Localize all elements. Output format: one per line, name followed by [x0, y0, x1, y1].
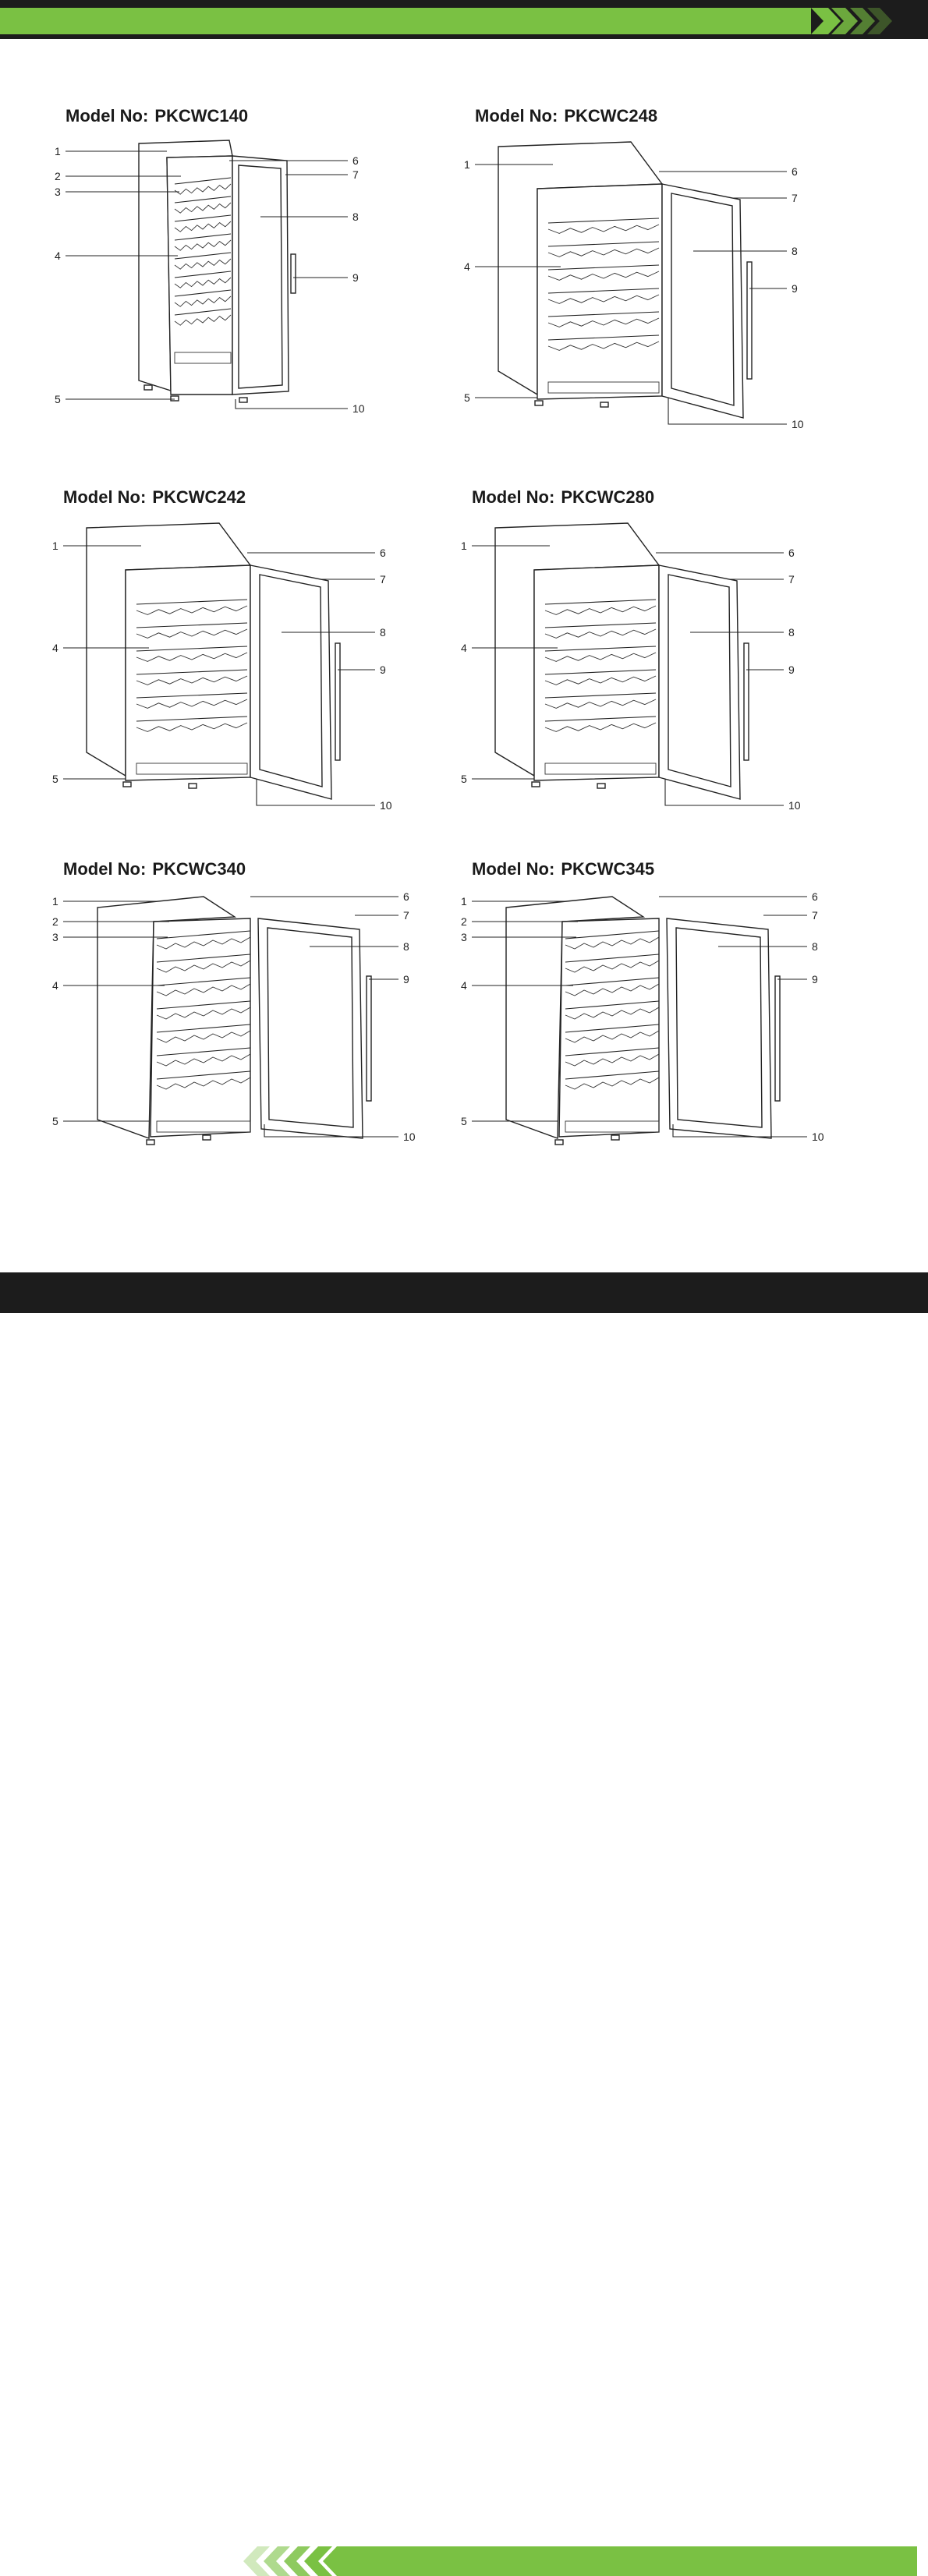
callout-number: 5 [464, 391, 470, 404]
cabinet-foot [203, 1135, 211, 1140]
callout-number: 4 [461, 642, 467, 654]
callout-number: 9 [792, 282, 798, 295]
door-glass [239, 165, 282, 388]
callout-number: 10 [788, 799, 801, 812]
callout-number: 7 [403, 909, 409, 922]
cabinet-interior-frame [537, 184, 662, 399]
footer-band [0, 1272, 928, 1313]
callout-number: 4 [464, 260, 470, 273]
cabinet-foot [123, 782, 131, 787]
callout-leader [236, 399, 348, 409]
panel-pkcwc140 [55, 106, 471, 465]
callout-number: 6 [792, 165, 798, 178]
callout-number: 3 [55, 186, 61, 198]
fridge-diagram [52, 890, 469, 1218]
footer-chevrons-icon [243, 2546, 332, 2576]
callout-number: 2 [55, 170, 61, 182]
green-bar [0, 8, 811, 34]
door-handle [744, 643, 749, 760]
door-glass [671, 193, 734, 405]
model-number: PKCWC345 [561, 859, 655, 879]
cabinet-interior-frame [559, 918, 659, 1137]
door-handle [335, 643, 340, 760]
callout-number: 5 [52, 773, 58, 785]
callout-number: 8 [380, 626, 386, 639]
callout-number: 5 [461, 1115, 467, 1127]
panel-pkcwc345 [461, 859, 877, 1218]
door-handle [367, 976, 371, 1101]
callout-number: 3 [52, 931, 58, 943]
callout-number: 6 [380, 547, 386, 559]
model-label: Model No: [63, 487, 147, 507]
callout-number: 8 [403, 940, 409, 953]
cabinet-foot [189, 784, 197, 788]
callout-number: 9 [788, 663, 795, 676]
panel-pkcwc248 [464, 106, 880, 465]
callout-number: 10 [812, 1131, 824, 1143]
callout-number: 7 [380, 573, 386, 586]
footer-green-stripe [0, 2546, 928, 2576]
panel-pkcwc242 [52, 487, 469, 846]
model-number: PKCWC140 [154, 106, 249, 126]
model-title [472, 487, 654, 508]
door-glass [676, 928, 762, 1127]
callout-number: 4 [52, 642, 58, 654]
callout-number: 10 [352, 402, 365, 415]
cabinet-interior-frame [151, 918, 250, 1137]
callout-number: 7 [812, 909, 818, 922]
callout-number: 8 [352, 211, 359, 223]
callout-number: 1 [461, 895, 467, 908]
model-label: Model No: [66, 106, 149, 126]
callout-number: 9 [812, 973, 818, 985]
callout-number: 10 [380, 799, 392, 812]
cabinet-foot [600, 402, 608, 407]
callout-number: 6 [812, 890, 818, 903]
callout-number: 8 [812, 940, 818, 953]
fridge-diagram [52, 518, 469, 846]
callout-number: 4 [55, 249, 61, 262]
model-title [63, 487, 246, 508]
fridge-diagram [461, 890, 877, 1218]
callout-number: 1 [52, 540, 58, 552]
cabinet-foot [597, 784, 605, 788]
cabinet-interior-frame [126, 565, 250, 780]
callout-number: 1 [55, 145, 61, 157]
door-glass [668, 575, 731, 787]
callout-number: 2 [461, 915, 467, 928]
fridge-diagram [461, 518, 877, 846]
model-title [66, 106, 248, 126]
callout-number: 7 [788, 573, 795, 586]
cabinet-foot [171, 396, 179, 401]
fridge-diagram [55, 137, 471, 465]
header-chevrons-icon [811, 8, 892, 34]
cabinet-foot [535, 401, 543, 405]
cabinet-foot [532, 782, 540, 787]
panel-pkcwc340 [52, 859, 469, 1218]
model-title [475, 106, 657, 126]
callout-number: 5 [55, 393, 61, 405]
model-label: Model No: [472, 859, 555, 879]
callout-number: 6 [788, 547, 795, 559]
door-glass [260, 575, 322, 787]
fridge-diagram [464, 137, 880, 465]
model-title [63, 859, 246, 879]
callout-number: 1 [464, 158, 470, 171]
callout-number: 1 [461, 540, 467, 552]
header-band [0, 0, 928, 39]
model-label: Model No: [475, 106, 558, 126]
door-handle [747, 262, 752, 379]
callout-number: 8 [792, 245, 798, 257]
callout-number: 9 [352, 271, 359, 284]
callout-number: 5 [52, 1115, 58, 1127]
callout-number: 10 [792, 418, 804, 430]
model-label: Model No: [472, 487, 555, 507]
door-handle [291, 254, 296, 293]
callout-number: 9 [380, 663, 386, 676]
callout-number: 7 [792, 192, 798, 204]
model-number: PKCWC248 [564, 106, 658, 126]
model-number: PKCWC280 [561, 487, 655, 507]
cabinet-foot [144, 385, 152, 390]
callout-number: 10 [403, 1131, 416, 1143]
callout-number: 6 [352, 154, 359, 167]
cabinet-foot [239, 398, 247, 402]
model-label: Model No: [63, 859, 147, 879]
model-title [472, 859, 654, 879]
callout-number: 8 [788, 626, 795, 639]
callout-number: 9 [403, 973, 409, 985]
model-number: PKCWC242 [152, 487, 246, 507]
cabinet-foot [147, 1140, 154, 1145]
door-glass [267, 928, 353, 1127]
callout-number: 4 [461, 979, 467, 992]
door-handle [775, 976, 780, 1101]
callout-number: 5 [461, 773, 467, 785]
callout-number: 3 [461, 931, 467, 943]
callout-number: 6 [403, 890, 409, 903]
callout-number: 7 [352, 168, 359, 181]
callout-number: 2 [52, 915, 58, 928]
header-green-stripe [0, 8, 928, 34]
green-bar [323, 2546, 917, 2576]
panel-pkcwc280 [461, 487, 877, 846]
model-number: PKCWC340 [152, 859, 246, 879]
callout-number: 1 [52, 895, 58, 908]
callout-number: 4 [52, 979, 58, 992]
cabinet-foot [611, 1135, 619, 1140]
cabinet-foot [555, 1140, 563, 1145]
cabinet-interior-frame [534, 565, 659, 780]
